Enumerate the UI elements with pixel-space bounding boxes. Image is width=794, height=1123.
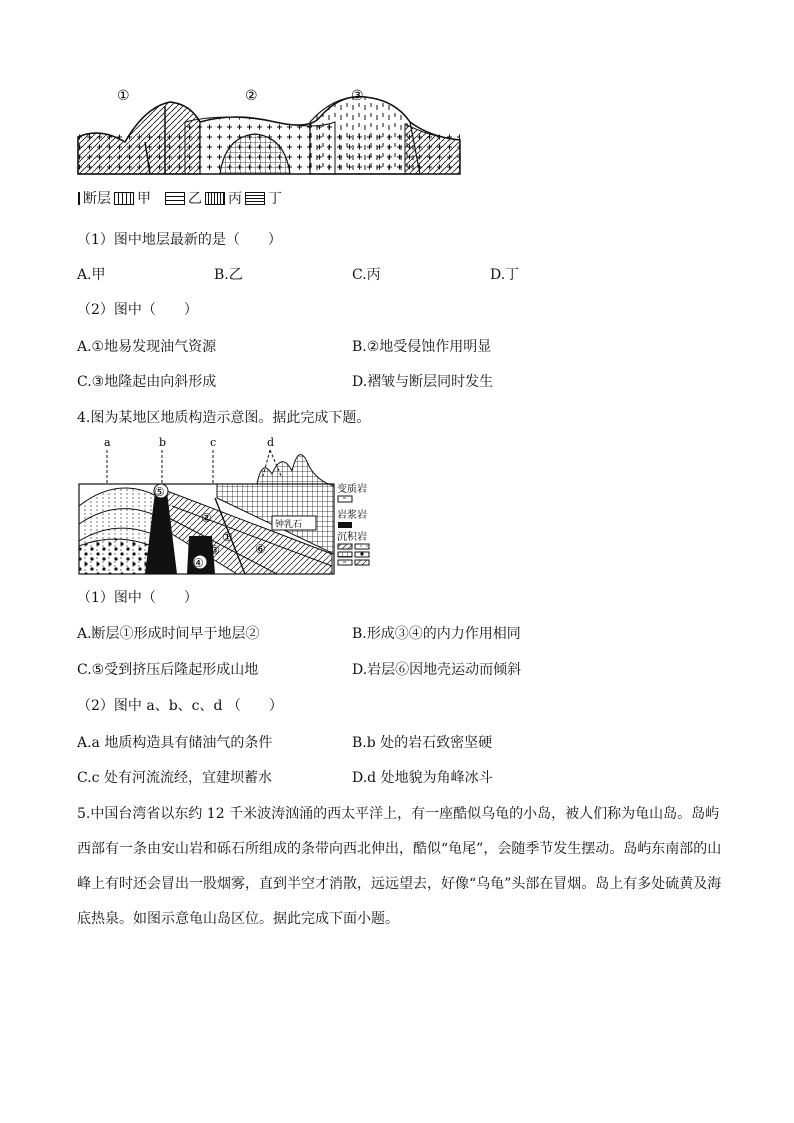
geologic-profile-figure-1 — [75, 82, 465, 177]
q3-part1-option-a[interactable]: A.甲 — [77, 267, 106, 283]
q3-part2-stem: （2）图中（ ） — [77, 302, 198, 318]
circled-5: ⑤ — [154, 485, 165, 499]
legend-sedimentary: 沉积岩 — [337, 532, 367, 543]
q4-part2-option-a[interactable]: A.a 地质构造具有储油气的条件 — [77, 735, 273, 751]
legend-b: 乙 — [188, 191, 202, 207]
q3-part1-option-d[interactable]: D.丁 — [490, 267, 520, 283]
circled-4: ④ — [193, 556, 204, 570]
legend-metamorphic: 变质岩 — [337, 484, 367, 495]
legend-c: 丙 — [228, 191, 242, 207]
circled-2: ② — [201, 511, 212, 525]
cave-label: 钟乳石 — [275, 520, 303, 530]
fault-legend-symbol — [78, 192, 80, 205]
q4-part2-option-b[interactable]: B.b 处的岩石致密坚硬 — [352, 735, 493, 751]
legend-d: 丁 — [268, 191, 282, 207]
marker-3: ③ — [351, 88, 364, 104]
label-a: a — [104, 436, 111, 449]
q5-paragraph: 5.中国台湾省以东约 12 千米波涛汹涌的西太平洋上，有一座酷似乌龟的小岛，被人们称为龟山岛。岛屿西部有一条由安山岩和砾石所组成的条带向西北伸出，酷似“龟尾”，会随季节发生摆动。岛屿东南部的山峰上有时还会冒出一股烟雾，直到半空才消散，远远望去，好像“乌龟”头部在冒烟。岛上有多处硫黄及海底热泉。如图示意龟山岛区位。据此完成下面小题。 — [77, 806, 722, 927]
marker-1: ① — [117, 88, 130, 104]
q3-part1-option-b[interactable]: B.乙 — [214, 267, 243, 283]
q3-part2-option-a[interactable]: A.①地易发现油气资源 — [77, 339, 217, 355]
q4-part1-option-b[interactable]: B.形成③④的内力作用相同 — [352, 626, 521, 642]
circled-6: ⑥ — [255, 542, 266, 556]
q3-part1-option-c[interactable]: C.丙 — [352, 267, 381, 283]
q3-part2-option-d[interactable]: D.褶皱与断层同时发生 — [352, 374, 494, 390]
q4-part1-option-c[interactable]: C.⑤受到挤压后隆起形成山地 — [77, 662, 259, 678]
circled-1: ① — [222, 530, 233, 544]
swatch-b — [165, 192, 185, 205]
legend-fault: 断层 — [83, 191, 111, 207]
legend-a: 甲 — [137, 191, 151, 207]
q4-part2-option-c[interactable]: C.c 处有河流流经，宜建坝蓄水 — [77, 770, 272, 786]
q3-part1-stem: （1）图中地层最新的是（ ） — [77, 232, 282, 248]
q3-part2-option-b[interactable]: B.②地受侵蚀作用明显 — [352, 339, 492, 355]
swatch-c — [205, 192, 225, 205]
swatch-a — [114, 192, 134, 205]
geologic-structure-figure-2 — [77, 436, 377, 578]
label-b: b — [159, 436, 167, 449]
q4-part1-option-a[interactable]: A.断层①形成时间早于地层② — [77, 626, 260, 642]
swatch-d — [245, 192, 265, 205]
q4-part2-option-d[interactable]: D.d 处地貌为角峰冰斗 — [352, 770, 493, 786]
marker-2: ② — [245, 88, 258, 104]
q3-part2-option-c[interactable]: C.③地隆起由向斜形成 — [77, 374, 217, 390]
q4-part1-option-d[interactable]: D.岩层⑥因地壳运动而倾斜 — [352, 662, 522, 678]
q4-title: 4.图为某地区地质构造示意图。据此完成下题。 — [77, 410, 371, 426]
figure-1-legend — [78, 188, 282, 208]
legend-igneous: 岩浆岩 — [337, 510, 367, 521]
q4-part1-stem: （1）图中（ ） — [77, 590, 198, 606]
label-d: d — [267, 436, 275, 449]
circled-3: ③ — [209, 543, 220, 557]
q4-part2-stem: （2）图中 a、b、c、d （ ） — [77, 698, 283, 714]
label-c: c — [210, 436, 217, 449]
